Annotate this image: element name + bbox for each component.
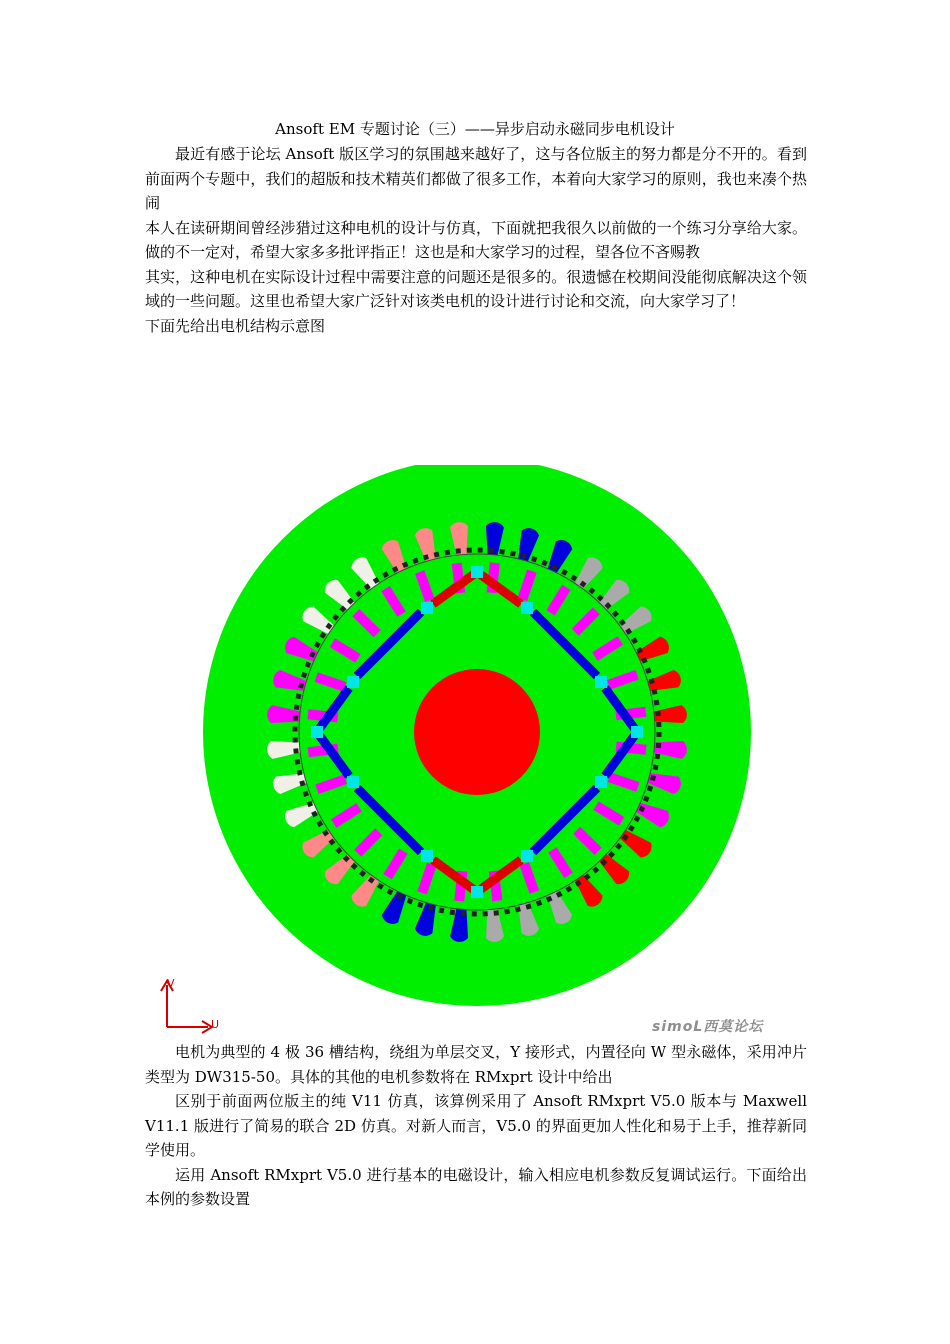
forum-watermark: simoL西莫论坛 bbox=[652, 1019, 764, 1035]
motor-diagram bbox=[150, 465, 810, 1040]
paragraph: 本人在读研期间曾经涉猎过这种电机的设计与仿真，下面就把我很久以前做的一个练习分享给大家。做的不一定对，希望大家多多批评指正！这也是和大家学习的过程，望各位不吝赐教 bbox=[145, 218, 807, 261]
axis-y-label: V bbox=[167, 977, 175, 990]
flux-bridge bbox=[347, 776, 359, 788]
motor-structure-figure bbox=[150, 465, 810, 1040]
paragraph: 运用 Ansoft RMxprt V5.0 进行基本的电磁设计，输入相应电机参数反复调试运行。下面给出本例的参数设置 bbox=[145, 1165, 807, 1208]
body-text bbox=[145, 1040, 807, 1212]
intro-text bbox=[145, 142, 807, 338]
flux-bridge bbox=[631, 726, 643, 738]
flux-bridge bbox=[421, 602, 433, 614]
flux-bridge bbox=[347, 676, 359, 688]
paragraph: 最近有感于论坛 Ansoft 版区学习的氛围越来越好了，这与各位版主的努力都是分不开的。看到前面两个专题中，我们的超版和技术精英们都做了很多工作，本着向大家学习的原则，我也来凑个热闹 bbox=[145, 145, 807, 212]
flux-bridge bbox=[421, 850, 433, 862]
flux-bridge bbox=[595, 676, 607, 688]
rotor-shaft bbox=[414, 669, 540, 795]
flux-bridge bbox=[311, 726, 323, 738]
flux-bridge bbox=[595, 776, 607, 788]
flux-bridge bbox=[521, 850, 533, 862]
paragraph: 电机为典型的 4 极 36 槽结构，绕组为单层交叉，Y 接形式，内置径向 W 型永磁体，采用冲片类型为 DW315-50。具体的其他的电机参数将在 RMxprt 设计中给出 bbox=[145, 1043, 807, 1086]
flux-bridge bbox=[521, 602, 533, 614]
flux-bridge bbox=[471, 886, 483, 898]
paragraph: 区别于前面两位版主的纯 V11 仿真，该算例采用了 Ansoft RMxprt V5.0 版本与 Maxwell V11.1 版进行了简易的联合 2D 仿真。对新人而言，V5.0 的界面更加人性化和易于上手，推荐新同学使用。 bbox=[145, 1092, 807, 1159]
paragraph: 下面先给出电机结构示意图 bbox=[145, 316, 326, 335]
paragraph: 其实，这种电机在实际设计过程中需要注意的问题还是很多的。很遗憾在校期间没能彻底解决这个领域的一些问题。这里也希望大家广泛针对该类电机的设计进行讨论和交流，向大家学习了！ bbox=[145, 267, 807, 310]
document-title: Ansoft EM 专题讨论（三）——异步启动永磁同步电机设计 bbox=[275, 120, 675, 138]
axis-x-label: U bbox=[211, 1018, 220, 1031]
flux-bridge bbox=[471, 566, 483, 578]
